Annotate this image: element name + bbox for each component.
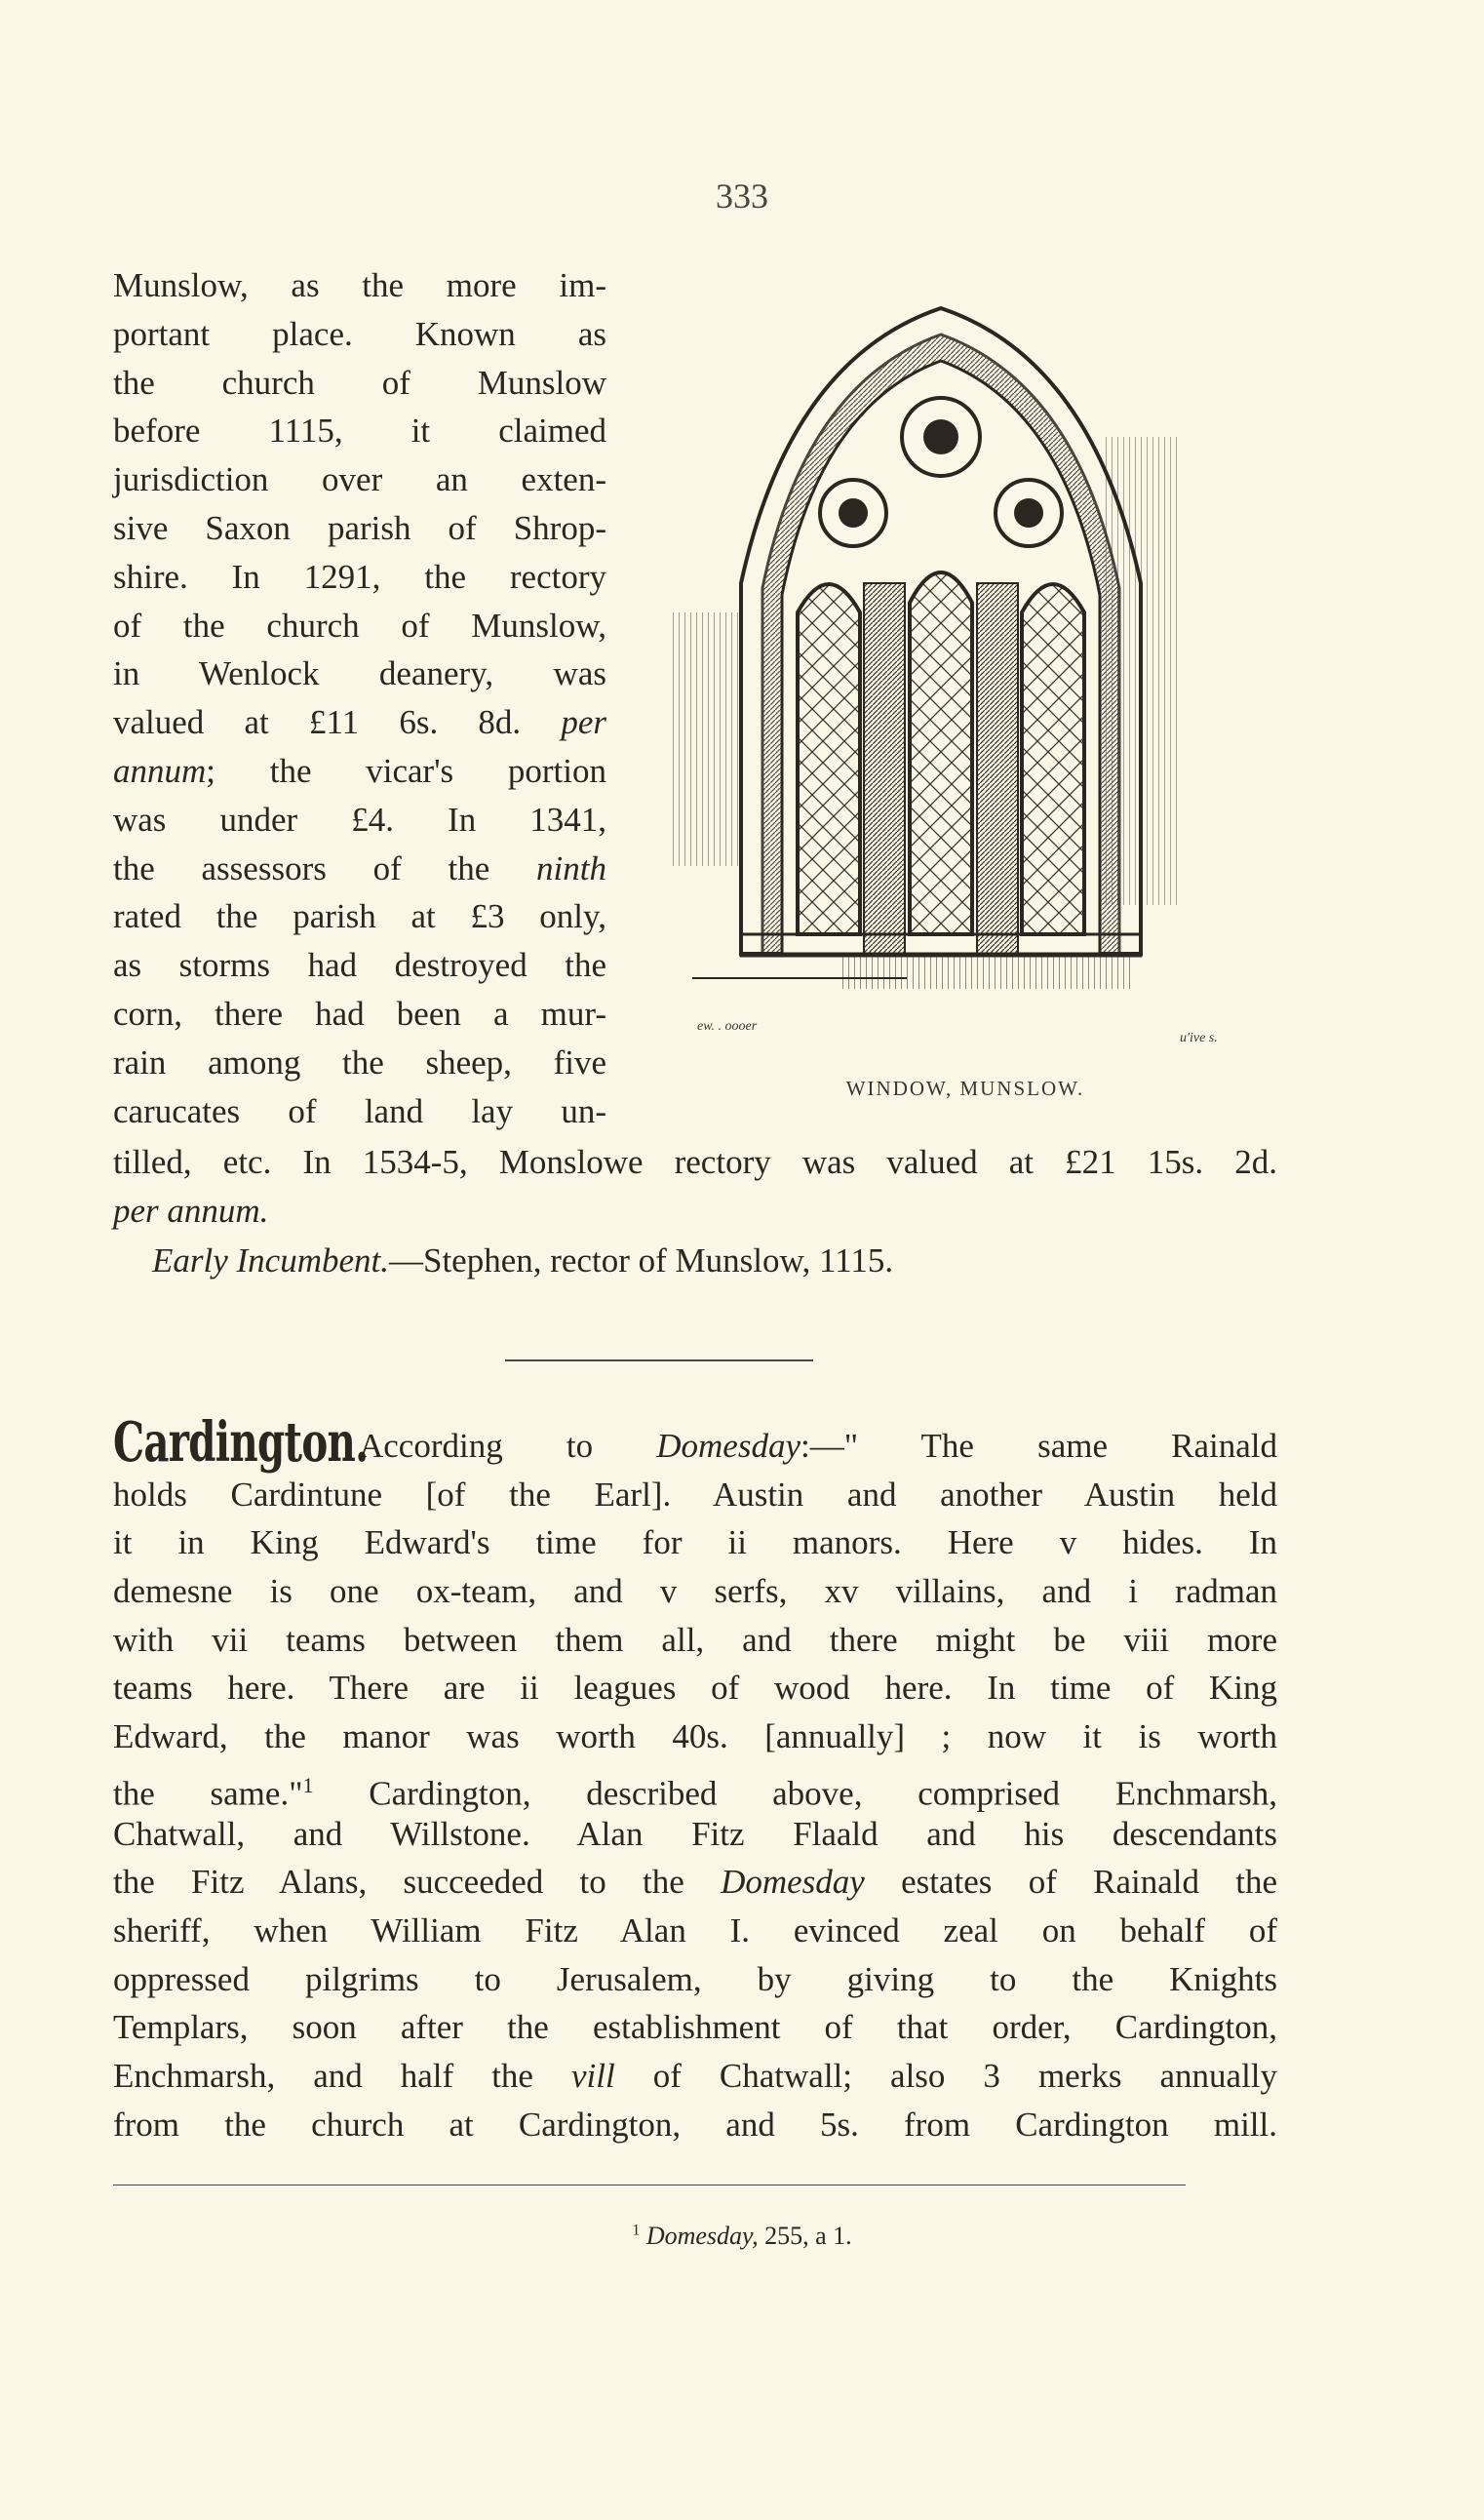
text-line: carucates of land lay un-	[113, 1091, 606, 1130]
text-fragment: of Chatwall; also 3 merks annually	[652, 2056, 1278, 2095]
page-number: 333	[716, 177, 768, 216]
text-fragment: the Fitz Alans, succeeded to the	[113, 1863, 684, 1902]
footnote	[0, 2222, 1484, 2251]
text-line: Chatwall, and Willstone. Alan Fitz Flaald and his descendants	[113, 1814, 1277, 1853]
sill-hatching	[839, 954, 1131, 989]
text-line: teams here. There are ii leagues of wood here. In time of King	[113, 1669, 1277, 1708]
text-fragment: the assessors of the	[113, 848, 490, 887]
italic-text: vill	[571, 2056, 615, 2095]
italic-text: Domesday	[656, 1427, 801, 1465]
text-line: Templars, soon after the establishment of that order, Cardington,	[113, 2008, 1277, 2047]
text-fragment: —Stephen, rector of Munslow, 1115.	[388, 1241, 894, 1280]
italic-text: per	[561, 703, 607, 742]
text-line	[113, 747, 606, 796]
mullion	[977, 583, 1018, 954]
text-line: corn, there had been a mur-	[113, 994, 606, 1033]
italic-text: annum	[113, 751, 207, 790]
text-line: holds Cardintune [of the Earl]. Austin and another Austin held	[113, 1475, 1277, 1514]
text-line: shire. In 1291, the rectory	[113, 557, 606, 596]
text-fragment: ; the vicar's portion	[206, 751, 606, 790]
tracery-quatrefoil	[1014, 498, 1043, 528]
text-line	[113, 1410, 1278, 1475]
tracery-quatrefoil	[839, 498, 868, 528]
text-line	[113, 698, 606, 747]
text-line	[113, 2052, 1277, 2101]
footnote-marker: 1	[302, 1772, 314, 1797]
text-line: it in King Edward's time for ii manors. Here v hides. In	[113, 1523, 1277, 1562]
text-line	[113, 1761, 1277, 1813]
munslow-column	[113, 261, 606, 1135]
text-line: rated the parish at £3 only,	[113, 897, 606, 936]
text-line: sheriff, when William Fitz Alan I. evinced zeal on behalf of	[113, 1910, 1277, 1949]
mullion	[864, 583, 905, 954]
section-divider	[505, 1359, 813, 1361]
text-fragment: the same."	[113, 1774, 303, 1813]
section-heading: Cardington.	[113, 1410, 369, 1475]
italic-text: ninth	[536, 848, 606, 887]
tracery-quatrefoil	[923, 419, 958, 454]
text-fragment: valued at £11 6s. 8d.	[113, 703, 522, 742]
text-line: before 1115, it claimed	[113, 412, 606, 451]
text-line: of the church of Munslow,	[113, 606, 606, 645]
lancet-right	[1022, 584, 1084, 934]
text-line: Munslow, as the more im-	[113, 266, 606, 304]
text-line: tilled, etc. In 1534-5, Monslowe rectory was valued at £21 15s. 2d.	[113, 1143, 1277, 1181]
text-line: Edward, the manor was worth 40s. [annually] ; now it is worth	[113, 1717, 1277, 1756]
text-fragment: estates of Rainald the	[901, 1863, 1278, 1902]
italic-text: Domesday	[721, 1863, 865, 1902]
footnote-number: 1	[632, 2222, 641, 2239]
text-line: from the church at Cardington, and 5s. from Cardington mill.	[113, 2105, 1277, 2144]
text-line: jurisdiction over an exten-	[113, 460, 606, 499]
text-fragment: According to	[359, 1427, 594, 1465]
text-line	[113, 1187, 1277, 1236]
text-line: in Wenlock deanery, was	[113, 654, 606, 693]
text-line: as storms had destroyed the	[113, 946, 606, 985]
italic-label: Early Incumbent.	[152, 1241, 389, 1280]
text-line: sive Saxon parish of Shrop-	[113, 508, 606, 547]
text-line	[113, 845, 606, 893]
footnote-source: Domesday,	[645, 2222, 759, 2250]
artist-mark-right: u'ive s.	[1180, 1031, 1218, 1045]
text-fragment: Cardington, described above, comprised Enchmarsh,	[369, 1774, 1277, 1813]
artist-mark-left: ew. . oooer	[697, 1019, 758, 1034]
text-line: oppressed pilgrims to Jerusalem, by giving to the Knights	[113, 1959, 1277, 1998]
wall-hatching	[673, 612, 741, 866]
text-fragment: Enchmarsh, and half the	[113, 2056, 533, 2095]
lancet-left	[798, 584, 860, 934]
italic-text: per annum.	[113, 1192, 269, 1230]
cardington-section	[113, 1410, 1278, 2148]
lancet-center	[910, 572, 972, 934]
text-line	[113, 1858, 1277, 1907]
early-incumbent	[152, 1237, 1316, 1285]
text-line: demesne is one ox-team, and v serfs, xv villains, and i radman	[113, 1572, 1277, 1611]
text-line: was under £4. In 1341,	[113, 800, 606, 839]
text-line: portant place. Known as	[113, 314, 606, 353]
text-line: with vii teams between them all, and there might be viii more	[113, 1620, 1277, 1659]
text-fragment: :—" The same Rainald	[801, 1427, 1278, 1465]
text-line: rain among the sheep, five	[113, 1043, 606, 1082]
footnote-ref: 255, a 1.	[764, 2222, 852, 2250]
window-engraving	[673, 291, 1258, 1071]
text-line: the church of Munslow	[113, 363, 606, 402]
figure-caption: WINDOW, MUNSLOW.	[845, 1077, 1085, 1100]
